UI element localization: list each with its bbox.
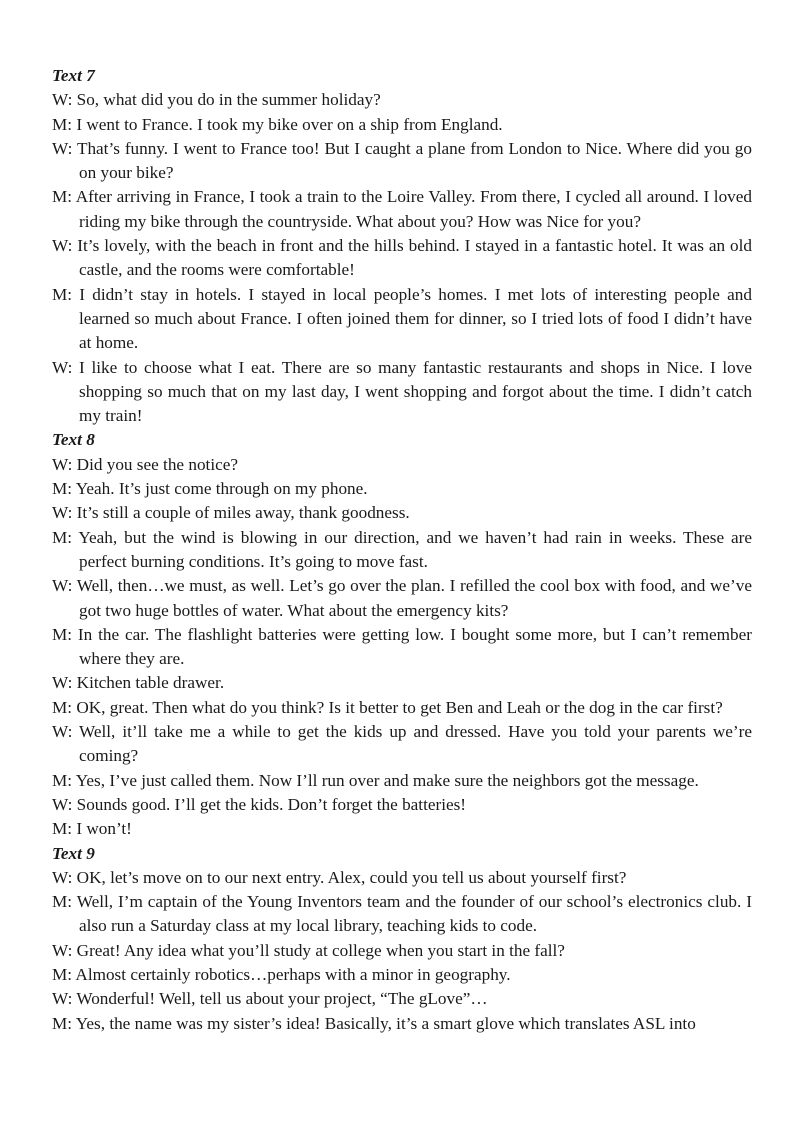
dialogue-line: M: I won’t! — [52, 819, 132, 839]
dialogue-line: W: Wonderful! Well, tell us about your project, “The gLove”… — [52, 989, 488, 1009]
dialogue-line: M: Yeah, but the wind is blowing in our direction, and we haven’t had rain in weeks. These are perfect burning conditions. It’s going to move fast. — [52, 527, 752, 571]
section-text-7 — [52, 64, 752, 428]
dialogue-line: W: Well, then…we must, as well. Let’s go over the plan. I refilled the cool box with food, and we’ve got two huge bottles of water. What about the emergency kits? — [52, 576, 752, 620]
section-text-8 — [52, 428, 752, 841]
dialogue-line: M: In the car. The flashlight batteries were getting low. I bought some more, but I can’t remember where they are. — [52, 624, 752, 669]
dialogue-line: M: Yes, the name was my sister’s idea! Basically, it’s a smart glove which translates ASL into — [52, 1013, 696, 1033]
dialogue-line: W: It’s lovely, with the beach in front and the hills behind. I stayed in a fantastic hotel. It was an old castle, and the rooms were comfortable! — [52, 236, 752, 280]
dialogue-line: W: Sounds good. I’ll get the kids. Don’t forget the batteries! — [52, 794, 467, 814]
dialogue-line: W: Great! Any idea what you’ll study at college when you start in the fall? — [52, 940, 565, 960]
dialogue-line: M: OK, great. Then what do you think? Is it better to get Ben and Leah or the dog in the car first? — [52, 697, 723, 717]
dialogue-line: M: Yes, I’ve just called them. Now I’ll run over and make sure the neighbors got the message. — [52, 770, 699, 790]
dialogue-line: W: Did you see the notice? — [52, 454, 238, 474]
dialogue-line: M: Well, I’m captain of the Young Inventors team and the founder of our school’s electronics club. I also run a Saturday class at my local library, teaching kids to code. — [52, 892, 752, 936]
dialogue-line: W: Kitchen table drawer. — [52, 673, 225, 693]
dialogue-line: W: Well, it’ll take me a while to get the kids up and dressed. Have you told your parents we’re coming? — [52, 722, 752, 766]
section-heading: Text 9 — [52, 843, 95, 863]
dialogue-line: M: I didn’t stay in hotels. I stayed in local people’s homes. I met lots of interesting people and learned so much about France. I often joined them for dinner, so I tried lots of food I didn’t have at home. — [52, 284, 752, 353]
dialogue-line: W: That’s funny. I went to France too! But I caught a plane from London to Nice. Where did you go on your bike? — [52, 138, 752, 183]
section-heading: Text 8 — [52, 430, 95, 450]
transcript-page — [52, 64, 752, 1036]
dialogue-line: W: It’s still a couple of miles away, thank goodness. — [52, 503, 410, 523]
dialogue-line: M: After arriving in France, I took a train to the Loire Valley. From there, I cycled all around. I loved riding my bike through the countryside. What about you? How was Nice for you? — [52, 187, 752, 231]
section-text-9 — [52, 842, 752, 1036]
dialogue-line: M: Almost certainly robotics…perhaps with a minor in geography. — [52, 964, 511, 984]
dialogue-line: M: Yeah. It’s just come through on my phone. — [52, 479, 368, 499]
dialogue-line: W: So, what did you do in the summer holiday? — [52, 90, 381, 110]
dialogue-line: W: OK, let’s move on to our next entry. Alex, could you tell us about yourself first? — [52, 867, 627, 887]
dialogue-line: W: I like to choose what I eat. There are so many fantastic restaurants and shops in Nice. I love shopping so much that on my last day, I went shopping and forgot about the time. I didn’t catch my train! — [52, 357, 752, 426]
dialogue-line: M: I went to France. I took my bike over on a ship from England. — [52, 114, 503, 134]
section-heading: Text 7 — [52, 66, 95, 85]
